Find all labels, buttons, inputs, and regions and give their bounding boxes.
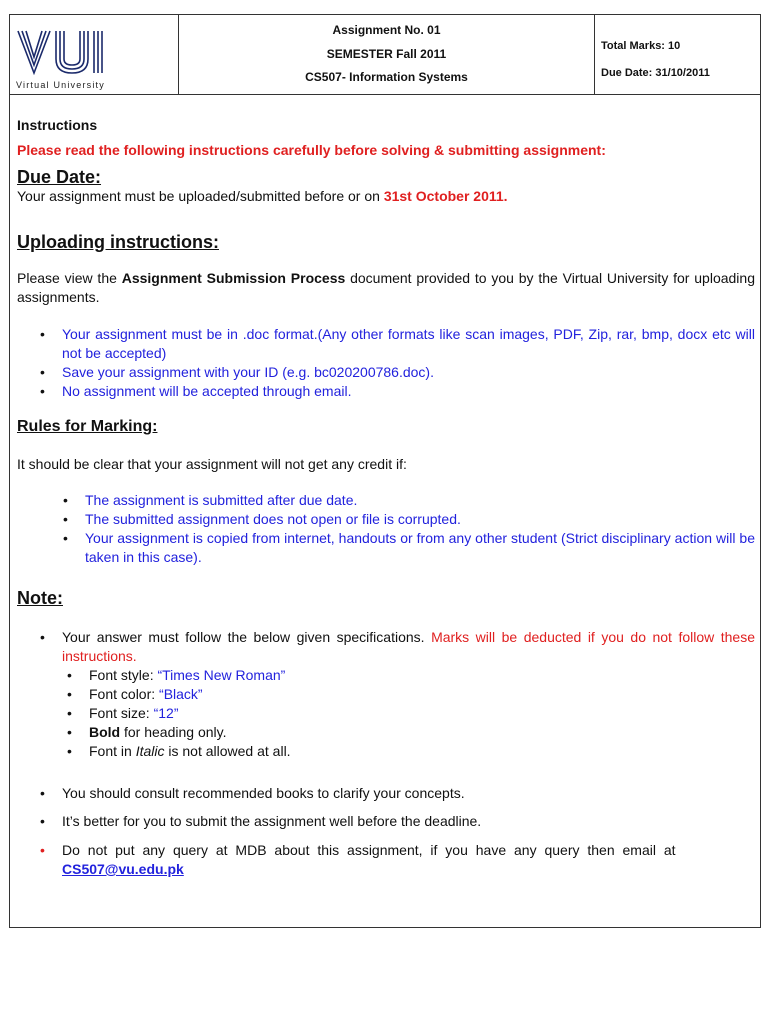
note-extra-bullets-2 [62, 812, 755, 831]
font-spec-bullets [89, 666, 749, 761]
list-item: • Your assignment is copied from internet, handouts or from any other student (Strict disciplinary action will be taken in this case). [85, 529, 755, 567]
query-item: • Do not put any query at MDB about this assignment, if you have any query then email at CS507@vu.edu.pk [62, 841, 755, 879]
semester: SEMESTER Fall 2011 [326, 47, 447, 61]
rules-intro: It should be clear that your assignment will not get any credit if: [17, 456, 407, 472]
marks-deducted-warning: Marks will be deducted if you do not follow these instructions. [62, 629, 756, 664]
font-size-item: • Font size: “12” [89, 704, 749, 723]
course-title: CS507- Information Systems [305, 70, 468, 84]
list-item: • Your assignment must be in .doc format.(Any other formats like scan images, PDF, Zip, rar, bmp, docx etc will not be accepted) [62, 325, 755, 363]
instructions-warning: Please read the following instructions carefully before solving & submitting assignment: [17, 142, 606, 158]
list-item: • The submitted assignment does not open or file is corrupted. [85, 510, 755, 529]
note-extra-bullets [62, 784, 755, 803]
list-item: • No assignment will be accepted through email. [62, 382, 755, 401]
logo-subtitle: Virtual University [16, 80, 105, 90]
deadline-item: • It’s better for you to submit the assignment well before the deadline. [62, 812, 755, 831]
vu-logo-mark-icon [16, 29, 106, 75]
title-cell [179, 15, 595, 94]
vu-logo [16, 29, 172, 89]
uploading-heading: Uploading instructions: [17, 232, 219, 252]
rules-heading: Rules for Marking: [17, 418, 158, 435]
header-table [10, 15, 760, 95]
submission-process-doc: Assignment Submission Process [121, 270, 346, 286]
due-date-header: Due Date: 31/10/2011 [601, 67, 710, 79]
marks-cell [595, 15, 760, 94]
note-heading: Note: [17, 588, 63, 608]
assignment-number: Assignment No. 01 [332, 23, 441, 37]
email-link[interactable]: CS507@vu.edu.pk [62, 861, 184, 877]
font-color-item: • Font color: “Black” [89, 685, 749, 704]
logo-cell [10, 15, 179, 94]
due-date-text: Your assignment must be uploaded/submitted before or on 31st October 2011. [17, 188, 508, 204]
font-style-item: • Font style: “Times New Roman” [89, 666, 749, 685]
upload-bullets [62, 325, 755, 401]
note-extra-bullets-3 [62, 841, 755, 879]
due-date-heading: Due Date: [17, 167, 102, 187]
italic-item: • Font in Italic is not allowed at all. [89, 742, 749, 761]
instructions-label: Instructions [17, 117, 98, 133]
consult-item: • You should consult recommended books to clarify your concepts. [62, 784, 755, 803]
uploading-intro: Please view the Assignment Submission Process document provided to you by the Virtual University for uploading assignments. [17, 270, 755, 305]
note-bullets [62, 628, 755, 666]
list-item: • The assignment is submitted after due date. [85, 491, 755, 510]
bold-item: • Bold for heading only. [89, 723, 749, 742]
assignment-document [9, 14, 761, 928]
list-item: • Save your assignment with your ID (e.g. bc020200786.doc). [62, 363, 755, 382]
due-date-value: 31st October 2011. [383, 188, 508, 204]
rules-bullets [85, 491, 755, 567]
specifications-item: • Your answer must follow the below given specifications. Marks will be deducted if you do not follow these instructions. [62, 628, 755, 666]
total-marks: Total Marks: 10 [601, 40, 681, 52]
